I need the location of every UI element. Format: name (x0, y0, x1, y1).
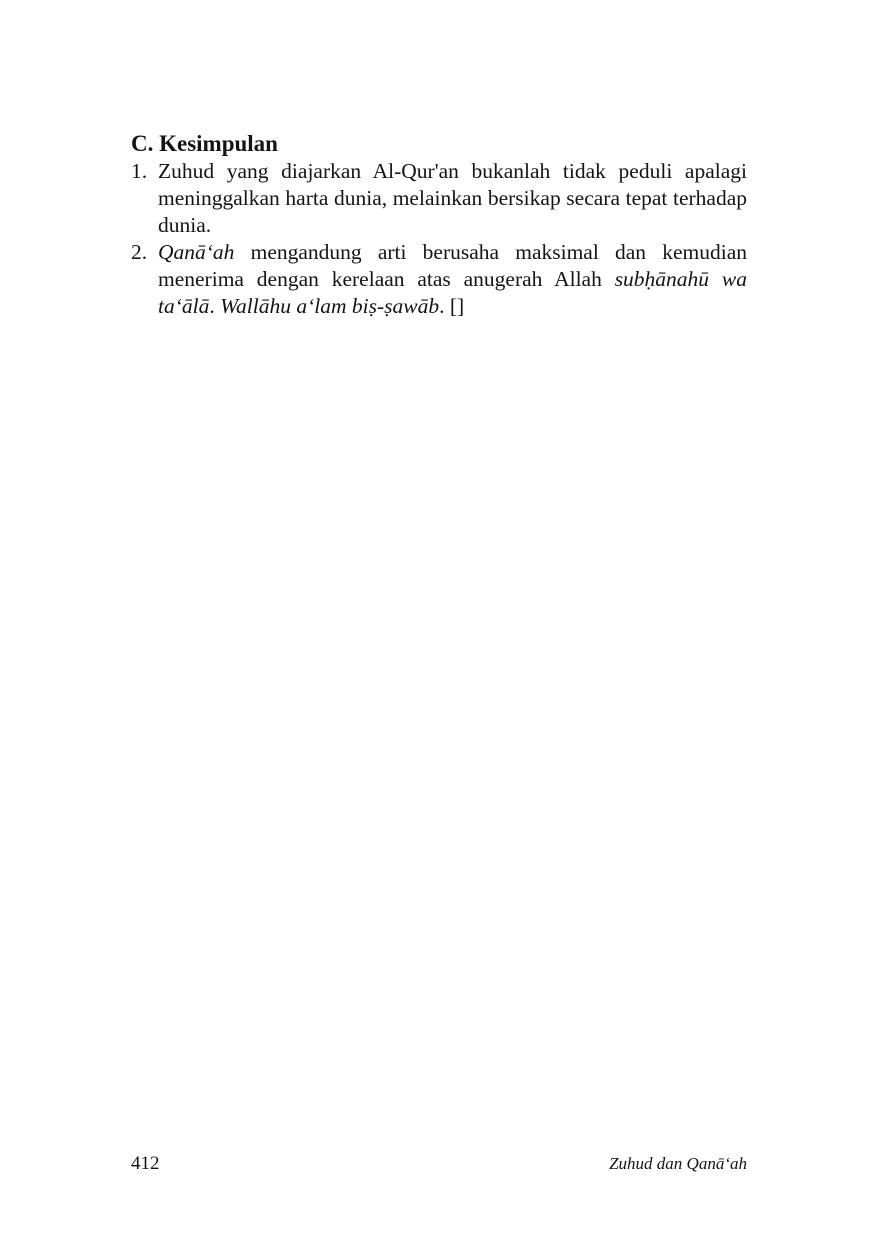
list-item-number: 2. (131, 240, 148, 264)
list-item-text: mengandung arti berusaha maksimal dan kemudian menerima dengan kerelaan atas anugerah Allah (158, 240, 747, 291)
list-item-text: Zuhud yang diajarkan Al-Qur'an bukanlah tidak peduli apalagi meninggalkan harta dunia, melainkan bersikap secara tepat terhadap dunia. (158, 159, 747, 237)
list-item (131, 158, 747, 239)
list-item-text-sep: . (209, 294, 221, 318)
list-item-number: 1. (131, 159, 148, 183)
term-qanaah: Qanā‘ah (158, 240, 235, 264)
running-title: Zuhud dan Qanā‘ah (609, 1154, 747, 1173)
section-heading: C. Kesimpulan (131, 131, 278, 156)
page-number: 412 (131, 1153, 160, 1174)
list-item-text-end: . [] (439, 294, 465, 318)
conclusion-list (131, 158, 747, 320)
list-item (131, 239, 747, 320)
page-content (131, 130, 747, 320)
phrase-wallahu: Wallāhu a‘lam biṣ-ṣawāb (220, 294, 440, 318)
phrase-subhanahu: subḥānahū wa ta‘ālā (158, 267, 747, 318)
